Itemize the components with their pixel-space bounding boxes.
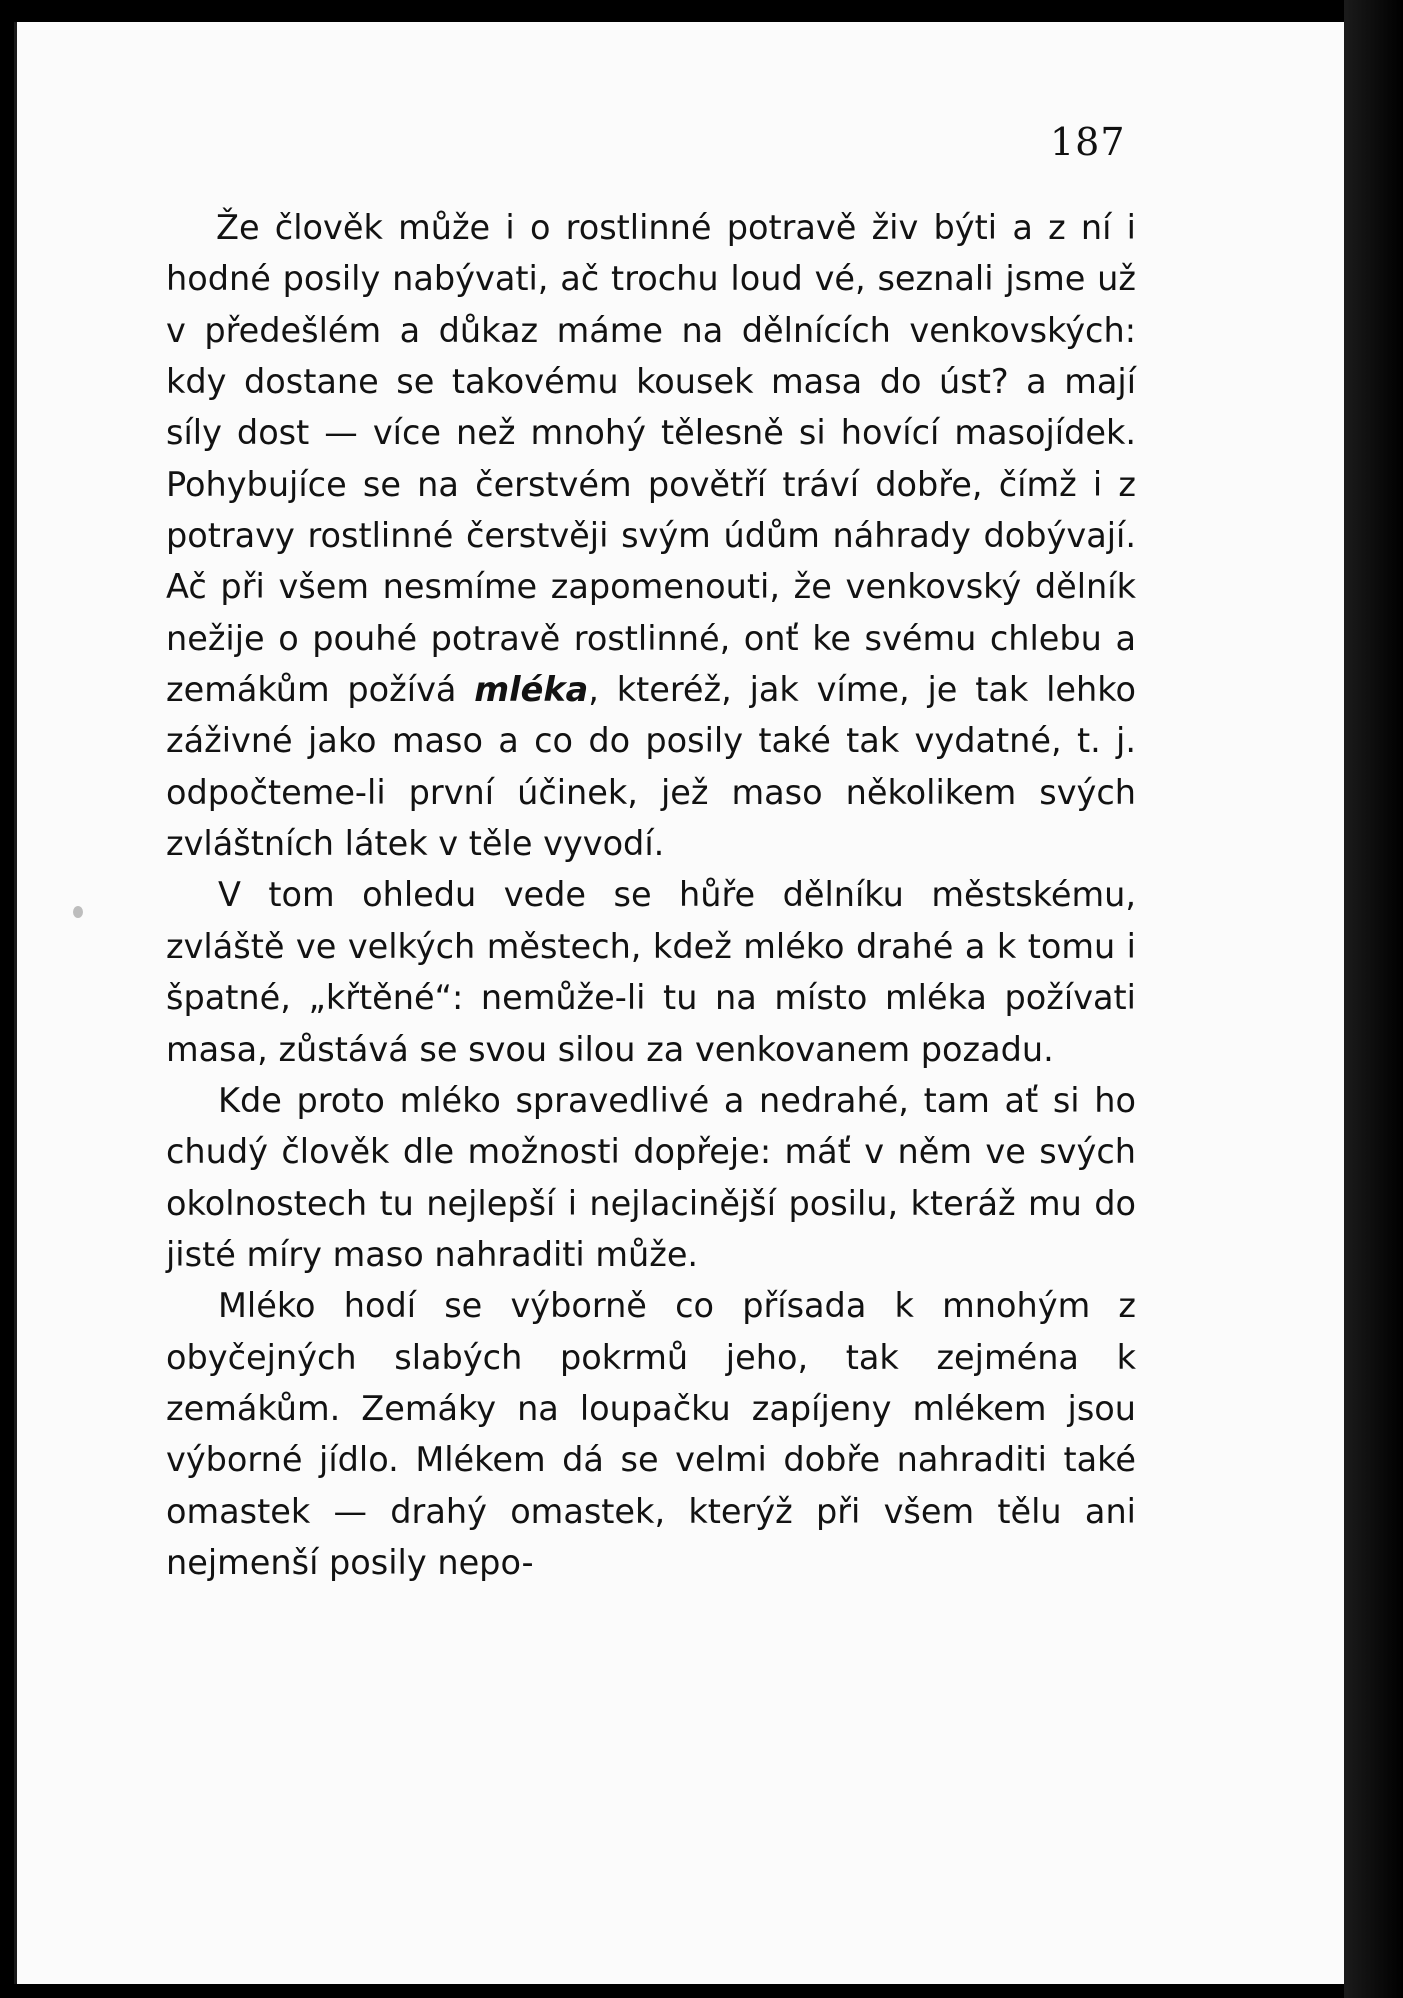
paragraph-1-part-2: , kteréž, jak víme, je tak lehko záživné jako maso a co do posily také tak vydatné, t. j. odpočteme-li první účinek, jež maso několikem svých zvláštních látek v těle vyvodí. (166, 670, 1136, 864)
emphasis-mleka: mléka (474, 670, 589, 710)
paragraph-1-part-1: Že člověk může i o rostlinné potravě živ býti a z ní i hodné posily nabývati, ač trochu loud vé, seznali jsme už v předešlém a důkaz máme na dělnících venkovských: kdy dostane se takovému kousek masa do úst? a mají síly dost — více než mnohý tělesně si hovící masojídek. Pohybujíce se na čerstvém povětří tráví dobře, čímž i z potravy rostlinné čerstvěji svým údům náhrady dobývají. Ač při všem nesmíme zapomenouti, že venkovský dělník nežije o pouhé potravě rostlinné, onť ke svému chlebu a zemákům požívá (166, 208, 1136, 710)
page-number: 187 (1050, 120, 1126, 164)
paragraph-1 (166, 202, 1136, 869)
scan-left-edge (0, 0, 14, 1998)
paragraph-4: Mléko hodí se výborně co přísada k mnohým z obyčejných slabých pokrmů jeho, tak zejména k zemákům. Zemáky na loupačku zapíjeny mlékem jsou výborné jídlo. Mlékem dá se velmi dobře nahraditi také omastek — drahý omastek, kterýž při všem tělu ani nejmenší posily nepo- (166, 1286, 1136, 1582)
paragraph-2: V tom ohledu vede se hůře dělníku městskému, zvláště ve velkých městech, kdež mléko drahé a k tomu i špatné, „křtěné“: nemůže-li tu na místo mléka požívati masa, zůstává se svou silou za venkovanem pozadu. (166, 875, 1136, 1069)
body-text (166, 202, 1136, 1588)
paper-speck (73, 906, 83, 918)
paragraph-3: Kde proto mléko spravedlivé a nedrahé, tam ať si ho chudý člověk dle možnosti dopřeje: máť v něm ve svých okolnostech tu nejlepší i nejlacinější posilu, kteráž mu do jisté míry maso nahraditi může. (166, 1080, 1136, 1274)
scan-right-edge (1344, 0, 1403, 1998)
